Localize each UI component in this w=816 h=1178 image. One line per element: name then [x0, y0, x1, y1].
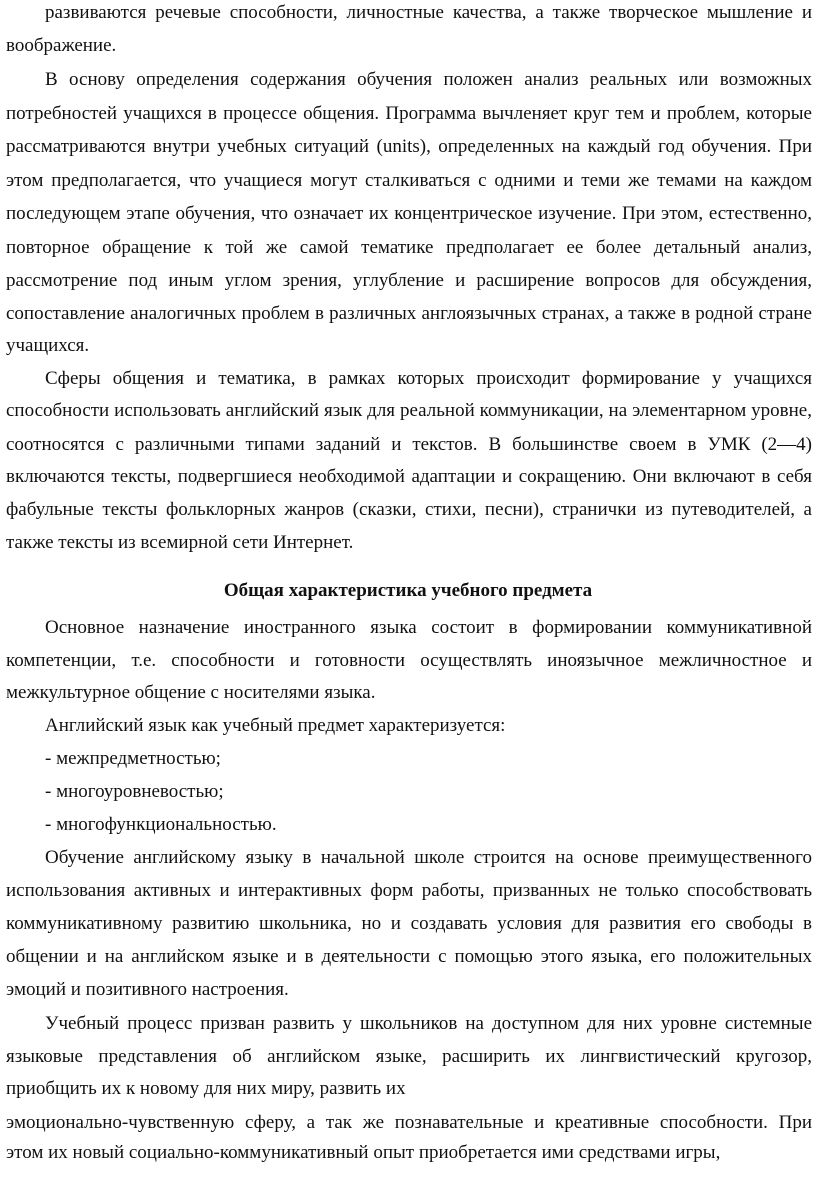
text-line: фабульные тексты фольклорных жанров (сказки, стихи, песни), странички из путеводителей, а	[6, 499, 812, 520]
text-line: способности использовать английский язык для реальной коммуникации, на элементарном уровне,	[6, 400, 812, 421]
text-line: Английский язык как учебный предмет характеризуется:	[45, 715, 506, 736]
text-line: эмоций и позитивного настроения.	[6, 979, 289, 1000]
text-line: компетенции, т.е. способности и готовности осуществлять иноязычное межличностное и	[6, 650, 812, 671]
text-line: Учебный процесс призван развить у школьников на доступном для них уровне системные	[45, 1013, 812, 1034]
text-line: развиваются речевые способности, личностные качества, а также творческое мышление и	[45, 2, 812, 23]
text-line: Обучение английскому языку в начальной школе строится на основе преимущественного	[45, 847, 812, 868]
text-line: коммуникативному развитию школьника, но и создавать условия для развития его свободы в	[6, 913, 812, 934]
text-line: потребностей учащихся в процессе общения. Программа вычленяет круг тем и проблем, которые	[6, 103, 812, 124]
text-line: сопоставление аналогичных проблем в различных англоязычных странах, а также в родной стране	[6, 303, 812, 324]
text-line: приобщить их к новому для них миру, развить их	[6, 1078, 406, 1099]
text-line: повторное обращение к той же самой тематике предполагает ее более детальный анализ,	[6, 237, 812, 258]
list-item: - многоуровневостью;	[45, 781, 224, 802]
text-line: использования активных и интерактивных форм работы, призванных не только способствовать	[6, 880, 812, 901]
text-line: Основное назначение иностранного языка состоит в формировании коммуникативной	[45, 617, 812, 638]
text-line: также тексты из всемирной сети Интернет.	[6, 532, 354, 553]
text-line: Сферы общения и тематика, в рамках которых происходит формирование у учащихся	[45, 368, 812, 389]
text-line: этом их новый социально-коммуникативный опыт приобретается ими средствами игры,	[6, 1142, 721, 1163]
text-line: рассмотрение под иным углом зрения, углубление и расширение вопросов для обсуждения,	[6, 270, 812, 291]
text-line: В основу определения содержания обучения положен анализ реальных или возможных	[45, 69, 812, 90]
text-line: включаются тексты, подвергшиеся необходимой адаптации и сокращению. Они включают в себя	[6, 466, 812, 487]
text-line: воображение.	[6, 35, 117, 56]
text-line: эмоционально-чувственную сферу, а так же познавательные и креативные способности. При	[6, 1112, 812, 1133]
text-line: языковые представления об английском языке, расширить их лингвистический кругозор,	[6, 1046, 812, 1067]
text-line: этом предполагается, что учащиеся могут сталкиваться с одними и теми же темами на каждом	[6, 170, 812, 191]
text-line: рассматриваются внутри учебных ситуаций (units), определенных на каждый год обучения. При	[6, 136, 812, 157]
text-line: общении и на английском языке и в деятельности с помощью этого языка, его положительных	[6, 946, 812, 967]
list-item: - многофункциональностью.	[45, 814, 277, 835]
text-line: последующем этапе обучения, что означает их концентрическое изучение. При этом, естественно,	[6, 203, 812, 224]
list-item: - межпредметностью;	[45, 748, 221, 769]
text-line: межкультурное общение с носителями языка.	[6, 682, 376, 703]
text-line: соотносятся с различными типами заданий и текстов. В большинстве своем в УМК (2—4)	[6, 434, 812, 455]
text-line: учащихся.	[6, 335, 90, 356]
section-heading: Общая характеристика учебного предмета	[223, 580, 593, 601]
